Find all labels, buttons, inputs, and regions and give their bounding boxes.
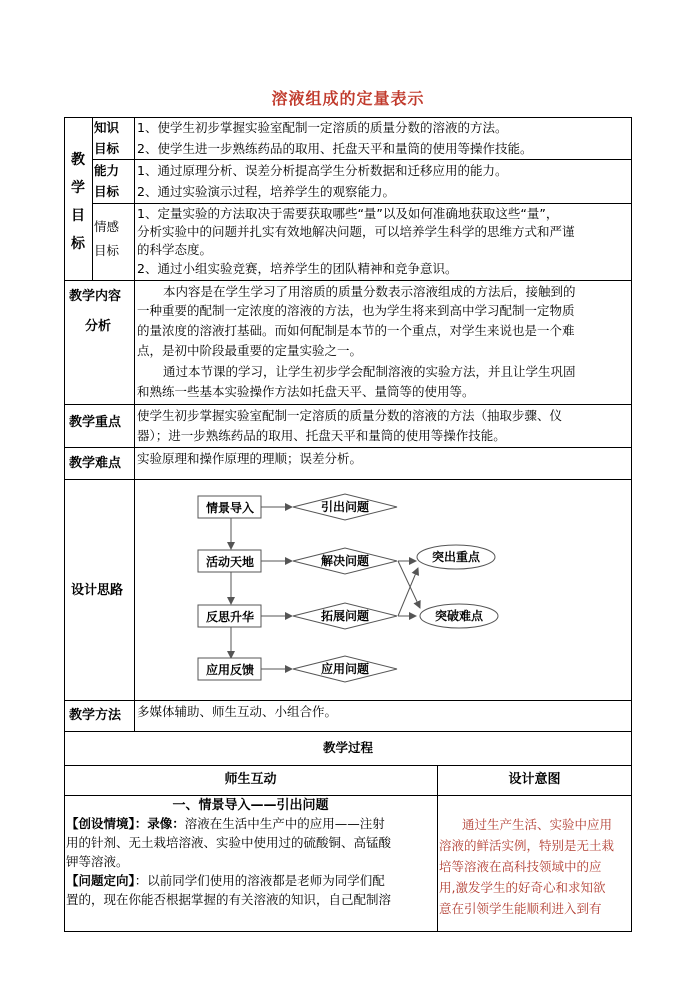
intent-line: 用,激发学生的好奇心和求知欲	[439, 880, 606, 895]
para1-line3: 钾等溶液。	[66, 854, 129, 869]
knowledge-line: 2、使学生进一步熟练药品的取用、托盘天平和量筒的使用等操作技能。	[137, 141, 533, 156]
para2-tag: 【问题定向】	[66, 873, 135, 888]
para2-line1	[66, 872, 385, 890]
difficulties-text: 实验原理和操作原理的理顺；误差分析。	[137, 451, 363, 466]
intent-line: 溶液的鲜活实例，特别是无土栽	[439, 838, 615, 853]
process-col-interaction: 师生互动	[224, 772, 277, 787]
key-points-line: 使学生初步掌握实验室配制一定溶质的质量分数的溶液的方法（抽取步骤、仪	[137, 408, 563, 423]
knowledge-line: 1、使学生初步掌握实验室配制一定溶质的质量分数的溶液的方法。	[137, 120, 508, 135]
content-analysis-line: 和熟练一些基本实验操作方法如托盘天平、量筒等的使用等。	[137, 384, 475, 399]
emotion-label-2: 目标	[94, 243, 120, 258]
content-analysis-line: 的量浓度的溶液打基础。而如何配制是本节的一个重点，对学生来说也是一个难	[137, 323, 575, 338]
para2-rest: ：以前同学们使用的溶液都是老师为同学们配	[134, 873, 385, 888]
content-analysis-line: 本内容是在学生学习了用溶质的质量分数表示溶液组成的方法后，接触到的	[163, 284, 576, 299]
content-analysis-line: 点，是初中阶段最重要的定量实验之一。	[137, 343, 363, 358]
emotion-line: 的科学态度。	[137, 242, 213, 257]
methods-label: 教学方法	[69, 708, 122, 723]
flow-oval-1-text: 突出重点	[431, 550, 481, 564]
ability-label: 能力	[94, 163, 120, 178]
flow-box-2-text: 活动天地	[205, 555, 255, 569]
key-points-line: 器）；进一步熟练药品的取用、托盘天平和量筒的使用等操作技能。	[137, 428, 506, 443]
section-title: 一、情景导入——引出问题	[172, 798, 329, 813]
ability-label-2: 目标	[94, 184, 120, 199]
intent-line: 意在引领学生能顺利进入到有	[439, 901, 602, 916]
para2-line2: 置的，现在你能否根据掌握的有关溶液的知识，自己配制溶	[66, 892, 392, 907]
objectives-label-char: 学	[71, 180, 85, 196]
emotion-line: 2、通过小组实验竞赛，培养学生的团队精神和竞争意识。	[137, 261, 458, 276]
emotion-line: 分析实验中的问题并扎实有效地解决问题，可以培养学生科学的思维方式和严谨	[137, 224, 575, 239]
flow-diamond-2-text: 解决问题	[320, 554, 370, 568]
knowledge-label: 知识	[94, 120, 120, 135]
flow-oval-2-text: 突破难点	[434, 609, 484, 623]
content-analysis-line: 通过本节课的学习，让学生初步学会配制溶液的实验方法，并且让学生巩固	[163, 364, 576, 379]
objectives-label-char: 教	[71, 152, 85, 168]
flow-diamond-4-text: 应用问题	[320, 662, 370, 676]
flow-diamond-1-text: 引出问题	[320, 500, 370, 514]
document-title: 溶液组成的定量表示	[271, 89, 425, 108]
emotion-line: 1、定量实验的方法取决于需要获取哪些“量”以及如何准确地获取这些“量”，	[137, 206, 559, 221]
content-analysis-label-2: 分析	[85, 319, 112, 334]
para1-rest: 溶液在生活中生产中的应用——注射	[184, 816, 385, 831]
process-col-intent: 设计意图	[508, 772, 561, 787]
objectives-label-char: 目	[71, 208, 85, 224]
ability-line: 2、通过实验演示过程，培养学生的观察能力。	[137, 184, 395, 199]
intent-line: 通过生产生活、实验中应用	[462, 817, 613, 832]
methods-text: 多媒体辅助、师生互动、小组合作。	[137, 704, 338, 719]
content-analysis-line: 一种重要的配制一定浓度的溶液的方法，也为学生将来到高中学习配制一定物质	[137, 303, 575, 318]
para1-line2: 用的针剂、无土栽培溶液、实验中使用过的硫酸铜、高锰酸	[66, 835, 392, 850]
para1-tag: 【创设情境】	[66, 816, 135, 831]
content-analysis-label: 教学内容	[69, 289, 122, 304]
design-label: 设计思路	[71, 583, 124, 598]
para1-lead: ：录像：	[134, 816, 185, 831]
flow-diamond-3-text: 拓展问题	[320, 609, 370, 623]
knowledge-label-2: 目标	[94, 141, 120, 156]
intent-line: 培等溶液在高科技领域中的应	[439, 859, 602, 874]
emotion-label: 情感	[94, 219, 120, 234]
process-header: 教学过程	[322, 740, 373, 755]
difficulties-label: 教学难点	[69, 456, 122, 471]
flow-box-3-text: 反思升华	[205, 610, 255, 624]
flow-box-4-text: 应用反馈	[205, 663, 255, 677]
key-points-label: 教学重点	[69, 415, 122, 430]
ability-line: 1、通过原理分析、误差分析提高学生分析数据和迁移应用的能力。	[137, 163, 508, 178]
para1-line1	[66, 815, 385, 833]
flow-box-1-text: 情景导入	[205, 501, 255, 515]
objectives-label-char: 标	[71, 236, 85, 252]
